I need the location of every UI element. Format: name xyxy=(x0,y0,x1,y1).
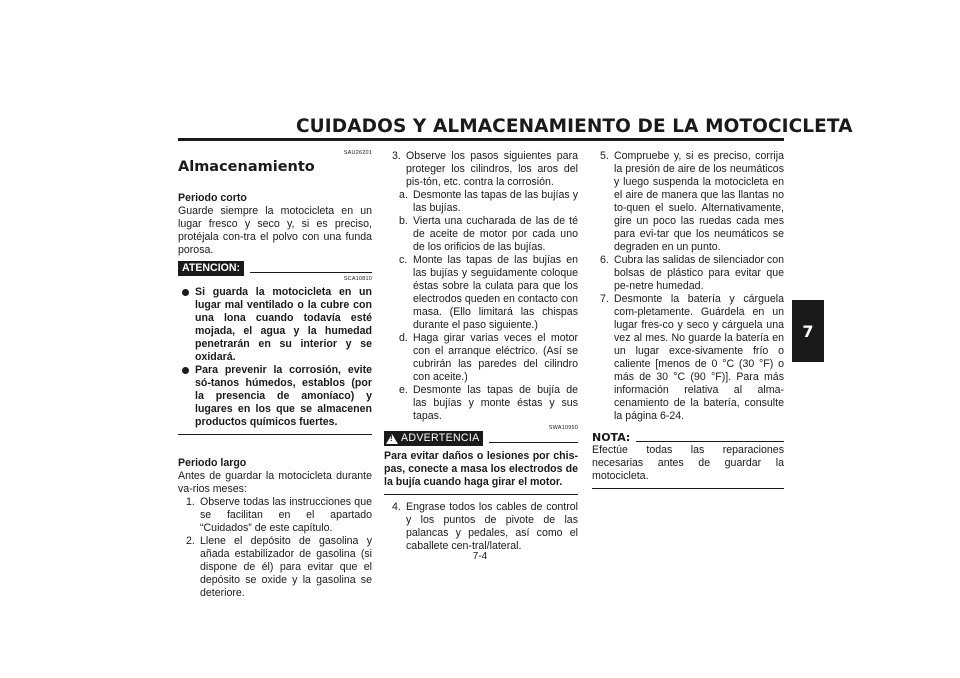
warning-text: Para evitar daños o lesiones por chis-pas, conecte a masa los electrodos de la bujía cuando haga girar el motor. xyxy=(384,450,578,488)
warning-end-rule xyxy=(384,494,578,495)
caution-header xyxy=(178,261,372,276)
header-rule xyxy=(178,138,784,141)
list-item: 5. Compruebe y, si es preciso, corrija la presión de aire de los neumáticos y luego suspenda la motocicleta en el aire de manera que las llantas no to-quen el suelo. Alternativamente, gire un poco las ruedas cada mes para evi-tar que los neumáticos se degraden en un punto. xyxy=(600,150,784,253)
list-item: 1. Observe todas las instrucciones que se facilitan en el apartado “Cuidados” de este capítulo. xyxy=(186,496,372,534)
caution-rule xyxy=(250,272,372,273)
caution-bullet: Para prevenir la corrosión, evite só-tanos húmedos, establos (por la presencia de amoníaco) y lugares en los que se almacenen productos químicos fuertes. xyxy=(178,364,372,429)
sub-list-item: d. Haga girar varias veces el motor con el arranque eléctrico. (Así se cubrirán las paredes del cilindro con aceite.) xyxy=(399,332,578,383)
long-term-text: Antes de guardar la motocicleta durante va-rios meses: xyxy=(178,470,372,495)
warning-rule xyxy=(489,442,578,443)
ref-code: SAU26201 xyxy=(343,150,372,156)
page-header-title: CUIDADOS Y ALMACENAMIENTO DE LA MOTOCICLETA xyxy=(296,116,853,137)
sub-list-item: e. Desmonte las tapas de bujía de las bujías y monte éstas y sus tapas. xyxy=(399,384,578,422)
caution-bullet: Si guarda la motocicleta en un lugar mal ventilado o la cubre con una lona cuando todavía esté mojada, el agua y la humedad penetrarán en su interior y se oxidará. xyxy=(178,286,372,364)
list-item: 3. Observe los pasos siguientes para proteger los cilindros, los aros del pis-tón, etc. contra la corrosión. xyxy=(392,150,578,188)
sub-list-item: c. Monte las tapas de las bujías en las bujías y seguidamente coloque éstas sobre la culata para que los electrodos queden en contacto con masa. (Ello limitará las chispas durante el paso siguiente.) xyxy=(399,254,578,331)
short-term-text: Guarde siempre la motocicleta en un lugar fresco y seco y, si es preciso, protéjala con-tra el polvo con una funda porosa. xyxy=(178,205,372,256)
column-1 xyxy=(178,150,372,600)
sub-list-item: a. Desmonte las tapas de las bujías y las bujías. xyxy=(399,189,578,214)
caution-end-rule xyxy=(178,434,372,435)
note-header xyxy=(592,431,784,444)
warning-header xyxy=(384,431,578,446)
chapter-tab: 7 xyxy=(792,300,824,362)
list-item: 6. Cubra las salidas de silenciador con bolsas de plástico para evitar que pe-netre humedad. xyxy=(600,254,784,292)
warning-label-box xyxy=(384,431,483,446)
column-3 xyxy=(592,150,784,489)
list-item: 2. Llene el depósito de gasolina y añada estabilizador de gasolina (si dispone de él) para evitar que el depósito se oxide y la gasolina se deteriore. xyxy=(186,535,372,599)
bullet-icon xyxy=(182,367,189,374)
column-2 xyxy=(384,150,578,553)
page-number: 7-4 xyxy=(472,551,488,562)
caution-code: SCA10810 xyxy=(343,276,372,282)
warning-code: SWA10950 xyxy=(548,425,578,431)
section-title: Almacenamiento xyxy=(178,159,315,175)
list-item: 4. Engrase todos los cables de control y los puntos de pivote de las palancas y pedales, así como el caballete cen-tral/lateral. xyxy=(392,501,578,552)
note-text: Efectúe todas las reparaciones necesarias antes de guardar la motocicleta. xyxy=(592,444,784,482)
warning-label: ADVERTENCIA xyxy=(401,432,480,444)
sub-list-item: b. Vierta una cucharada de las de té de aceite de motor por cada uno de los orificios de las bujías. xyxy=(399,215,578,253)
warning-triangle-icon xyxy=(386,434,398,444)
subheading-long-term: Periodo largo xyxy=(178,457,247,469)
list-item: 7. Desmonte la batería y cárguela com-pletamente. Guárdela en un lugar fres-co y seco y cárguela una vez al mes. No guarde la batería en un lugar exce-sivamente frío o caliente [menos de 0 °C (30 °F) o más de 30 °C (90 °F)]. Para más información relativa al alma-cenamiento de la batería, consulte la página 6-24. xyxy=(600,293,784,422)
subheading-short-term: Periodo corto xyxy=(178,192,247,204)
note-end-rule xyxy=(592,488,784,489)
bullet-icon xyxy=(182,289,189,296)
caution-bullets xyxy=(178,286,372,429)
note-rule xyxy=(636,441,784,442)
note-label: NOTA: xyxy=(592,431,631,444)
caution-label: ATENCION: xyxy=(178,261,244,276)
